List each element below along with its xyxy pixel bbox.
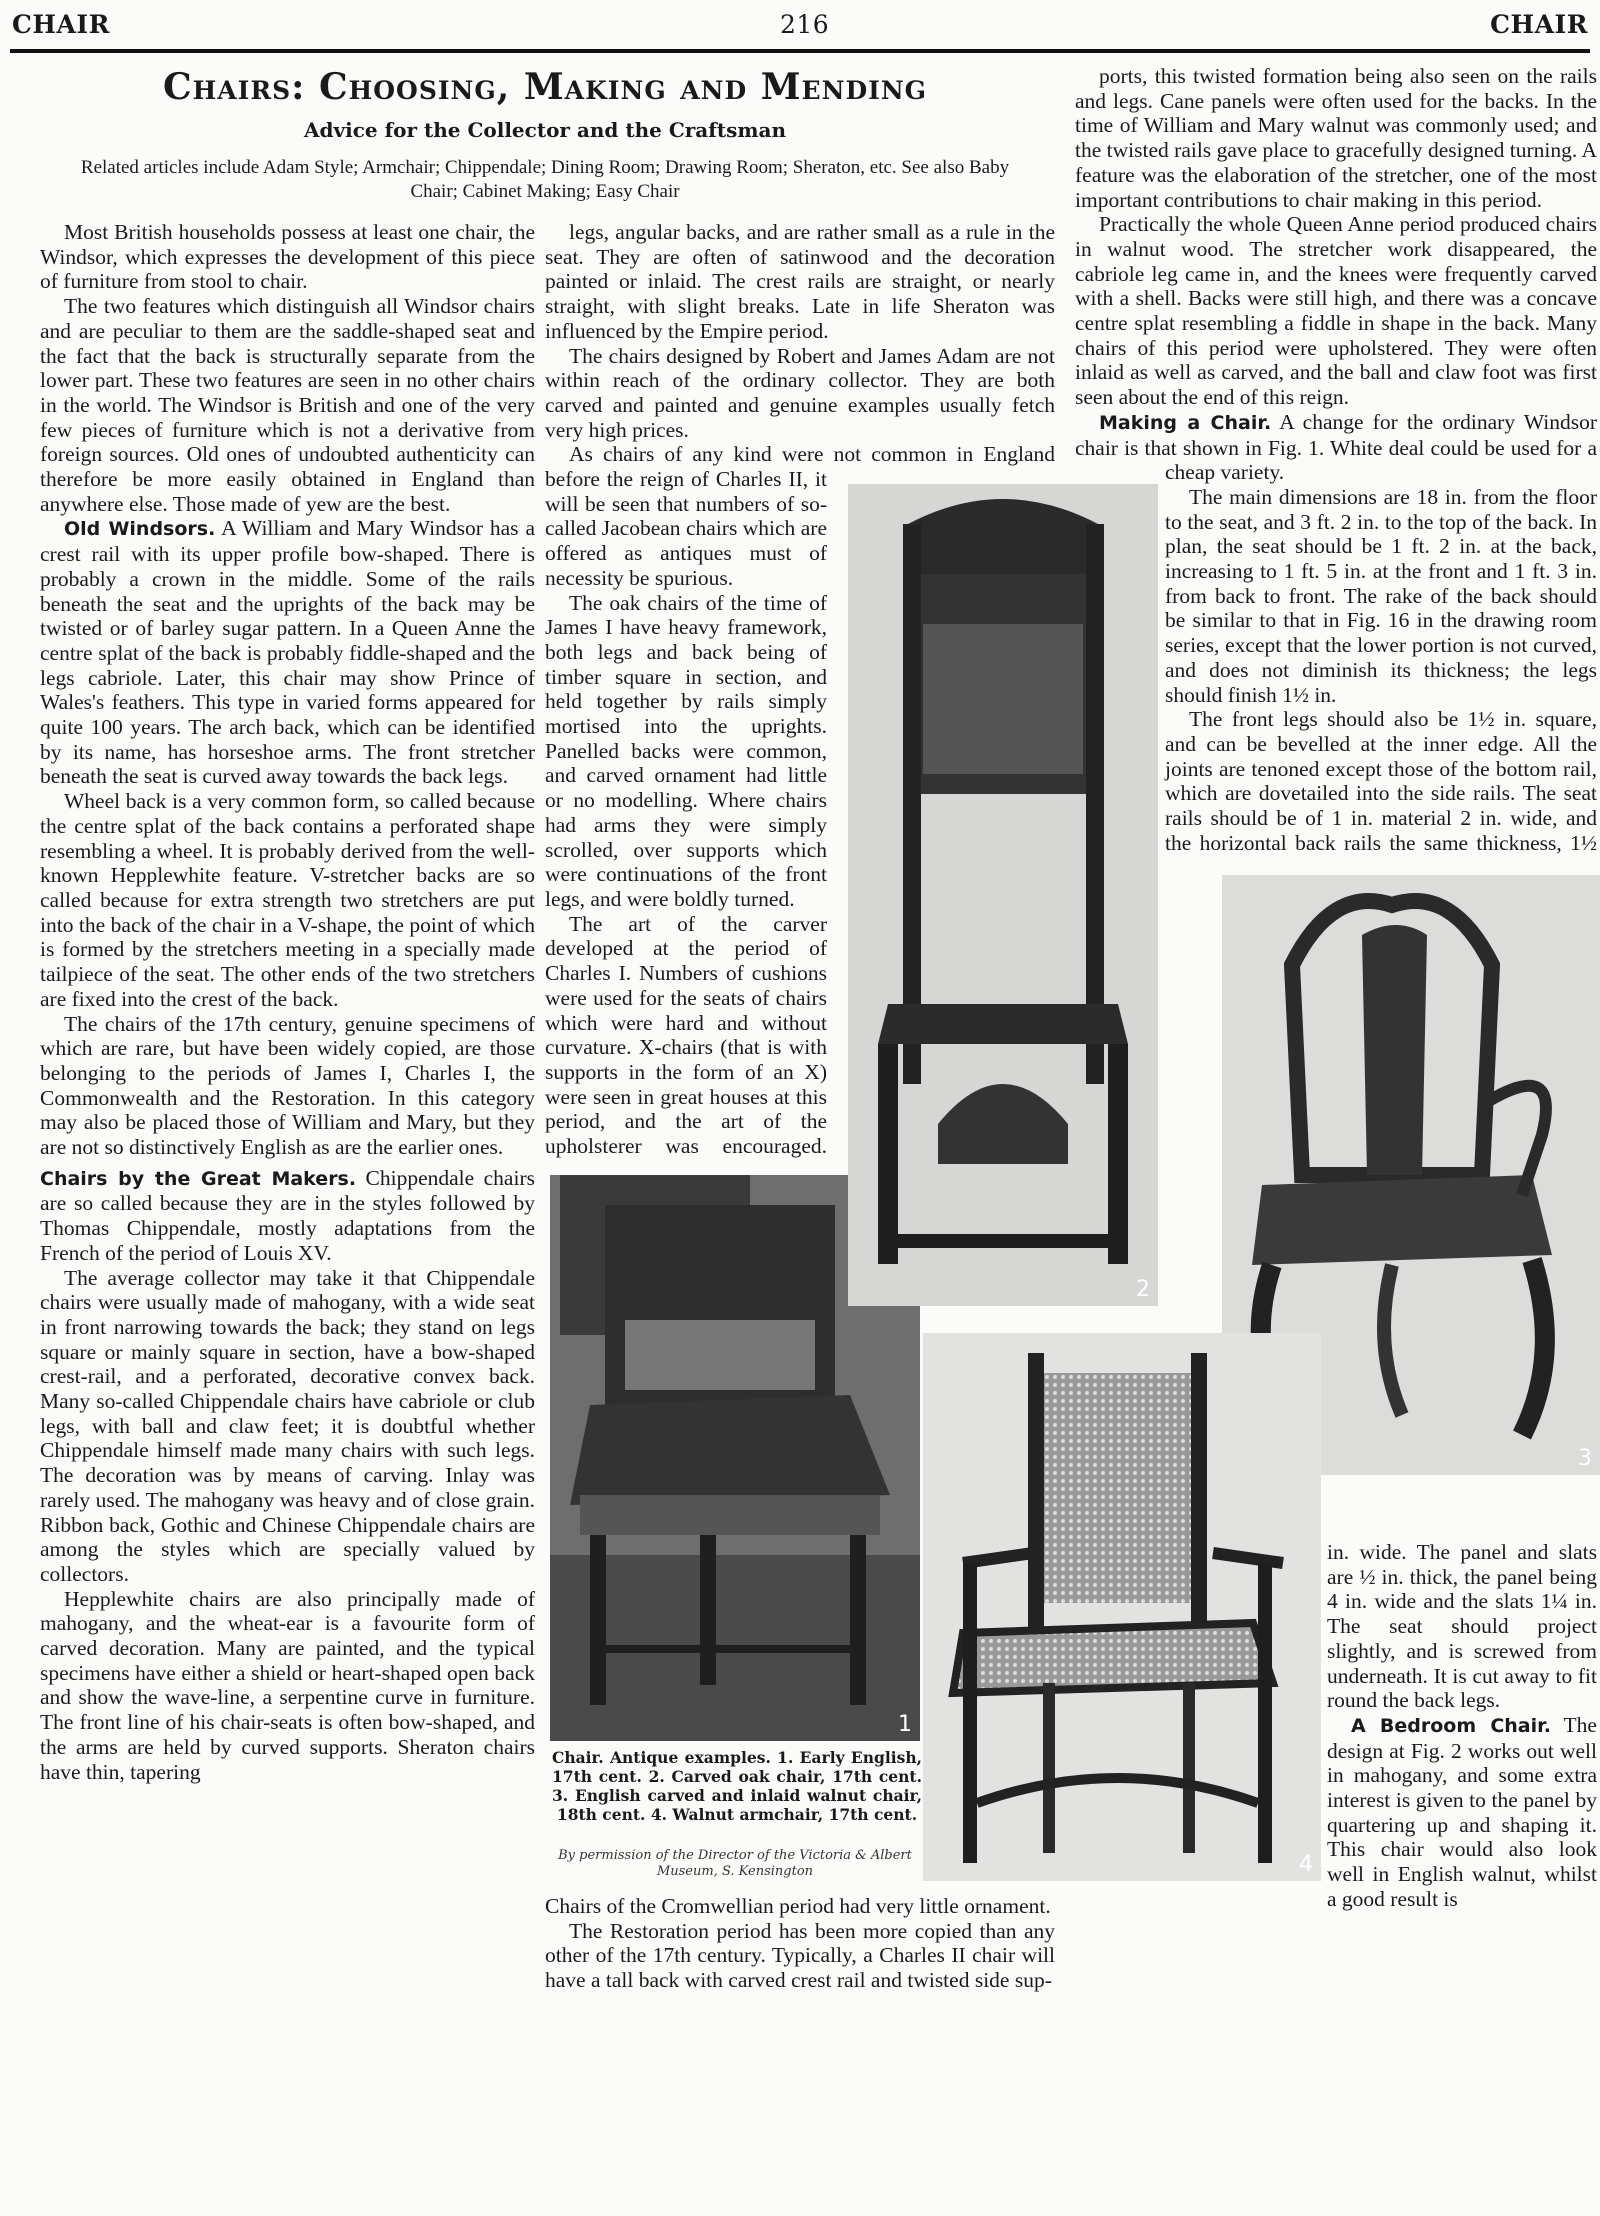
figure-2-photo: [848, 484, 1158, 1306]
figure-caption: Chair. Antique examples. 1. Early English, 17th cent. 2. Carved oak chair, 17th cent. 3. English carved and inlaid walnut chair, 18th cent. 4. Walnut armchair, 17th cent.: [552, 1748, 922, 1824]
paragraph: ports, this twisted formation being also seen on the rails and legs. Cane panels were often used for the backs. In the time of William and Mary walnut was commonly used; and the twisted rails gave place to gracefully designed turning. A feature was the elaboration of the stretcher, one of the most important contributions to chair making in this period.: [1075, 64, 1597, 212]
figure-number: 1: [898, 1712, 912, 1737]
paragraph: Old Windsors. A William and Mary Windsor has a crest rail with its upper profile bow-shaped. There is probably a crown in the middle. Some of the rails beneath the seat and the uprights of the back may be twisted or of barley sugar pattern. In a Queen Anne the centre splat of the back is probably fiddle-shaped and the legs cabriole. Later, this chair may show Prince of Wales's feathers. This type in varied forms appeared for quite 100 years. The arch back, which can be identified by its name, has horseshoe arms. The front stretcher beneath the seat is curved away towards the back legs.: [40, 516, 535, 789]
figure-credit: By permission of the Director of the Victoria & Albert Museum, S. Kensington: [558, 1848, 912, 1879]
paragraph: The chairs designed by Robert and James Adam are not within reach of the ordinary collector. They are both carved and painted and genuine examples usually fetch very high prices.: [545, 343, 1055, 442]
section-heading: Making a Chair.: [1099, 411, 1272, 434]
paragraph: The art of the carver developed at the period of Charles I. Numbers of cushions were used for the seats of chairs which were hard and without curvature. X-chairs (that is with supports in the form of an X) were seen in great houses at this period, and the art of the upholsterer was encouraged. Chairs of the Cromwellian period had very little ornament.: [545, 911, 1051, 1918]
article-subtitle: Advice for the Collector and the Craftsman: [303, 118, 787, 142]
paragraph: The chairs of the 17th century, genuine specimens of which are rare, but have been widely copied, are those belonging to the periods of James I, Charles I, the Commonwealth and the Restoration. In this category may also be placed those of William and Mary, but they are not so distinctively English as are the earlier ones.: [40, 1011, 535, 1160]
figure-number: 4: [1299, 1852, 1313, 1877]
paragraph: Wheel back is a very common form, so called because the centre splat of the back contains a perforated shape resembling a wheel. It is probably derived from the well-known Hepplewhite feature. V-stretcher backs are so called because for extra strength two stretchers are put into the back of the chair in a V-shape, the point of which is formed by the stretchers meeting in a specially made tailpiece of the seat. The other ends of the two stretchers are fixed into the crest of the back.: [40, 789, 535, 1011]
figure-number: 3: [1578, 1446, 1592, 1471]
running-header-left: CHAIR: [12, 10, 110, 39]
column-1: [40, 220, 535, 1784]
article-title: Chairs: Choosing, Making and Mending: [162, 66, 928, 108]
paragraph: Making a Chair. A change for the ordinary Windsor chair is that shown in Fig. 1. White deal could be used for a cheap variety.: [1075, 409, 1597, 485]
paragraph: The main dimensions are 18 in. from the floor to the seat, and 3 ft. 2 in. to the top of the back. In plan, the seat should be 1 ft. 2 in. at the back, increasing to 1 ft. 5 in. at the front and 1 ft. 3 in. from back to front. The rake of the back should be similar to that in Fig. 16 in the drawing room series, except that the lower portion is not curved, and does not diminish its thickness; the legs should finish 1½ in.: [1165, 484, 1597, 707]
page-number: 216: [780, 10, 830, 39]
paragraph: Most British households possess at least one chair, the Windsor, which expresses the development of this piece of furniture from stool to chair.: [40, 220, 535, 294]
section-heading: Old Windsors.: [64, 518, 216, 541]
paragraph: As chairs of any kind were not common in England before the reign of Charles II, it will be seen that numbers of so-called Jacobean chairs which are offered as antiques must of necessity be spurious.: [545, 442, 1055, 590]
paragraph: The oak chairs of the time of James I have heavy framework, both legs and back being of timber square in section, and held together by rails simply mortised into the uprights. Panelled backs were common, and carved ornament had little or no modelling. Where chairs had arms they were simply scrolled, over supports which were continuations of the front legs, and were boldly turned.: [545, 590, 827, 911]
related-articles: Related articles include Adam Style; Armchair; Chippendale; Dining Room; Drawing Room; Sheraton, etc. See also Baby Chair; Cabinet Making; Easy Chair: [80, 157, 1010, 202]
figure-4-photo: [923, 1333, 1321, 1881]
paragraph: The average collector may take it that Chippendale chairs were usually made of mahogany, with a wide seat in front narrowing towards the back; they stand on legs square or mainly square in section, have a bow-shaped crest-rail, and a perforated, decorative convex back. Many so-called Chippendale chairs have cabriole or club legs, with ball and claw feet; it is doubtful whether Chippendale himself made many chairs with such legs. The decoration was by means of carving. Inlay was rarely used. The mahogany was heavy and of close grain. Ribbon back, Gothic and Chinese Chippendale chairs are among the styles which are specially valued by collectors.: [40, 1265, 535, 1586]
header-rule: [10, 49, 1590, 53]
running-header-right: CHAIR: [1490, 10, 1588, 39]
paragraph: The Restoration period has been more copied than any other of the 17th century. Typically, a Charles II chair will have a tall back with carved crest rail and twisted side sup-: [545, 1918, 1055, 1993]
paragraph: The two features which distinguish all Windsor chairs and are peculiar to them are the saddle-shaped seat and the fact that the back is structurally separate from the lower part. These two features are seen in no other chairs in the world. The Windsor is British and one of the very few pieces of furniture which is not a derivative from foreign sources. Old ones of undoubted authenticity can therefore be more easily obtained in England than anywhere else. Those made of yew are the best.: [40, 294, 535, 516]
section-heading: A Bedroom Chair.: [1351, 1714, 1551, 1737]
paragraph: Hepplewhite chairs are also principally made of mahogany, and the wheat-ear is a favourite form of carved decoration. Many are painted, and the typical specimens have either a shield or heart-shaped open back and show the wave-line, a serpentine curve in furniture. The front line of his chair-seats is often bow-shaped, and the arms are held by curved supports. Sheraton chairs have thin, tapering: [40, 1586, 535, 1784]
paragraph: legs, angular backs, and are rather small as a rule in the seat. They are often of satinwood and the decoration painted or inlaid. The crest rails are straight, or nearly straight, with slight breaks. Late in life Sheraton was influenced by the Empire period.: [545, 220, 1055, 343]
paragraph: A Bedroom Chair. The design at Fig. 2 works out well in mahogany, and some extra interest is given to the panel by quartering up and shaping it. This chair would also look well in English walnut, whilst a good result is: [1327, 1712, 1597, 1911]
paragraph: Chairs by the Great Makers. Chippendale chairs are so called because they are in the styles followed by Thomas Chippendale, mostly adaptations from the French of the period of Louis XV.: [40, 1165, 535, 1265]
paragraph: Practically the whole Queen Anne period produced chairs in walnut wood. The stretcher work disappeared, the cabriole leg came in, and the knees were frequently carved with a shell. Backs were still high, and there was a concave centre splat resembling a fiddle in shape in the back. Many chairs of this period were upholstered. They were often inlaid as well as carved, and the ball and claw foot was first seen about the end of this reign.: [1075, 212, 1597, 410]
section-heading: Chairs by the Great Makers.: [40, 1167, 357, 1190]
paragraph: The front legs should also be 1½ in. square, and can be bevelled at the inner edge. All the joints are tenoned except those of the bottom rail, which are dovetailed into the side rails. The seat rails should be of 1 in. material 2 in. wide, and the horizontal back rails the same thickness, 1½ in. wide. The panel and slats are ½ in. thick, the panel being 4 in. wide and the slats 1¼ in. The seat should project slightly, and is screwed from underneath. It is cut away to fit round the back legs.: [1165, 707, 1597, 1713]
figure-number: 2: [1136, 1277, 1150, 1302]
